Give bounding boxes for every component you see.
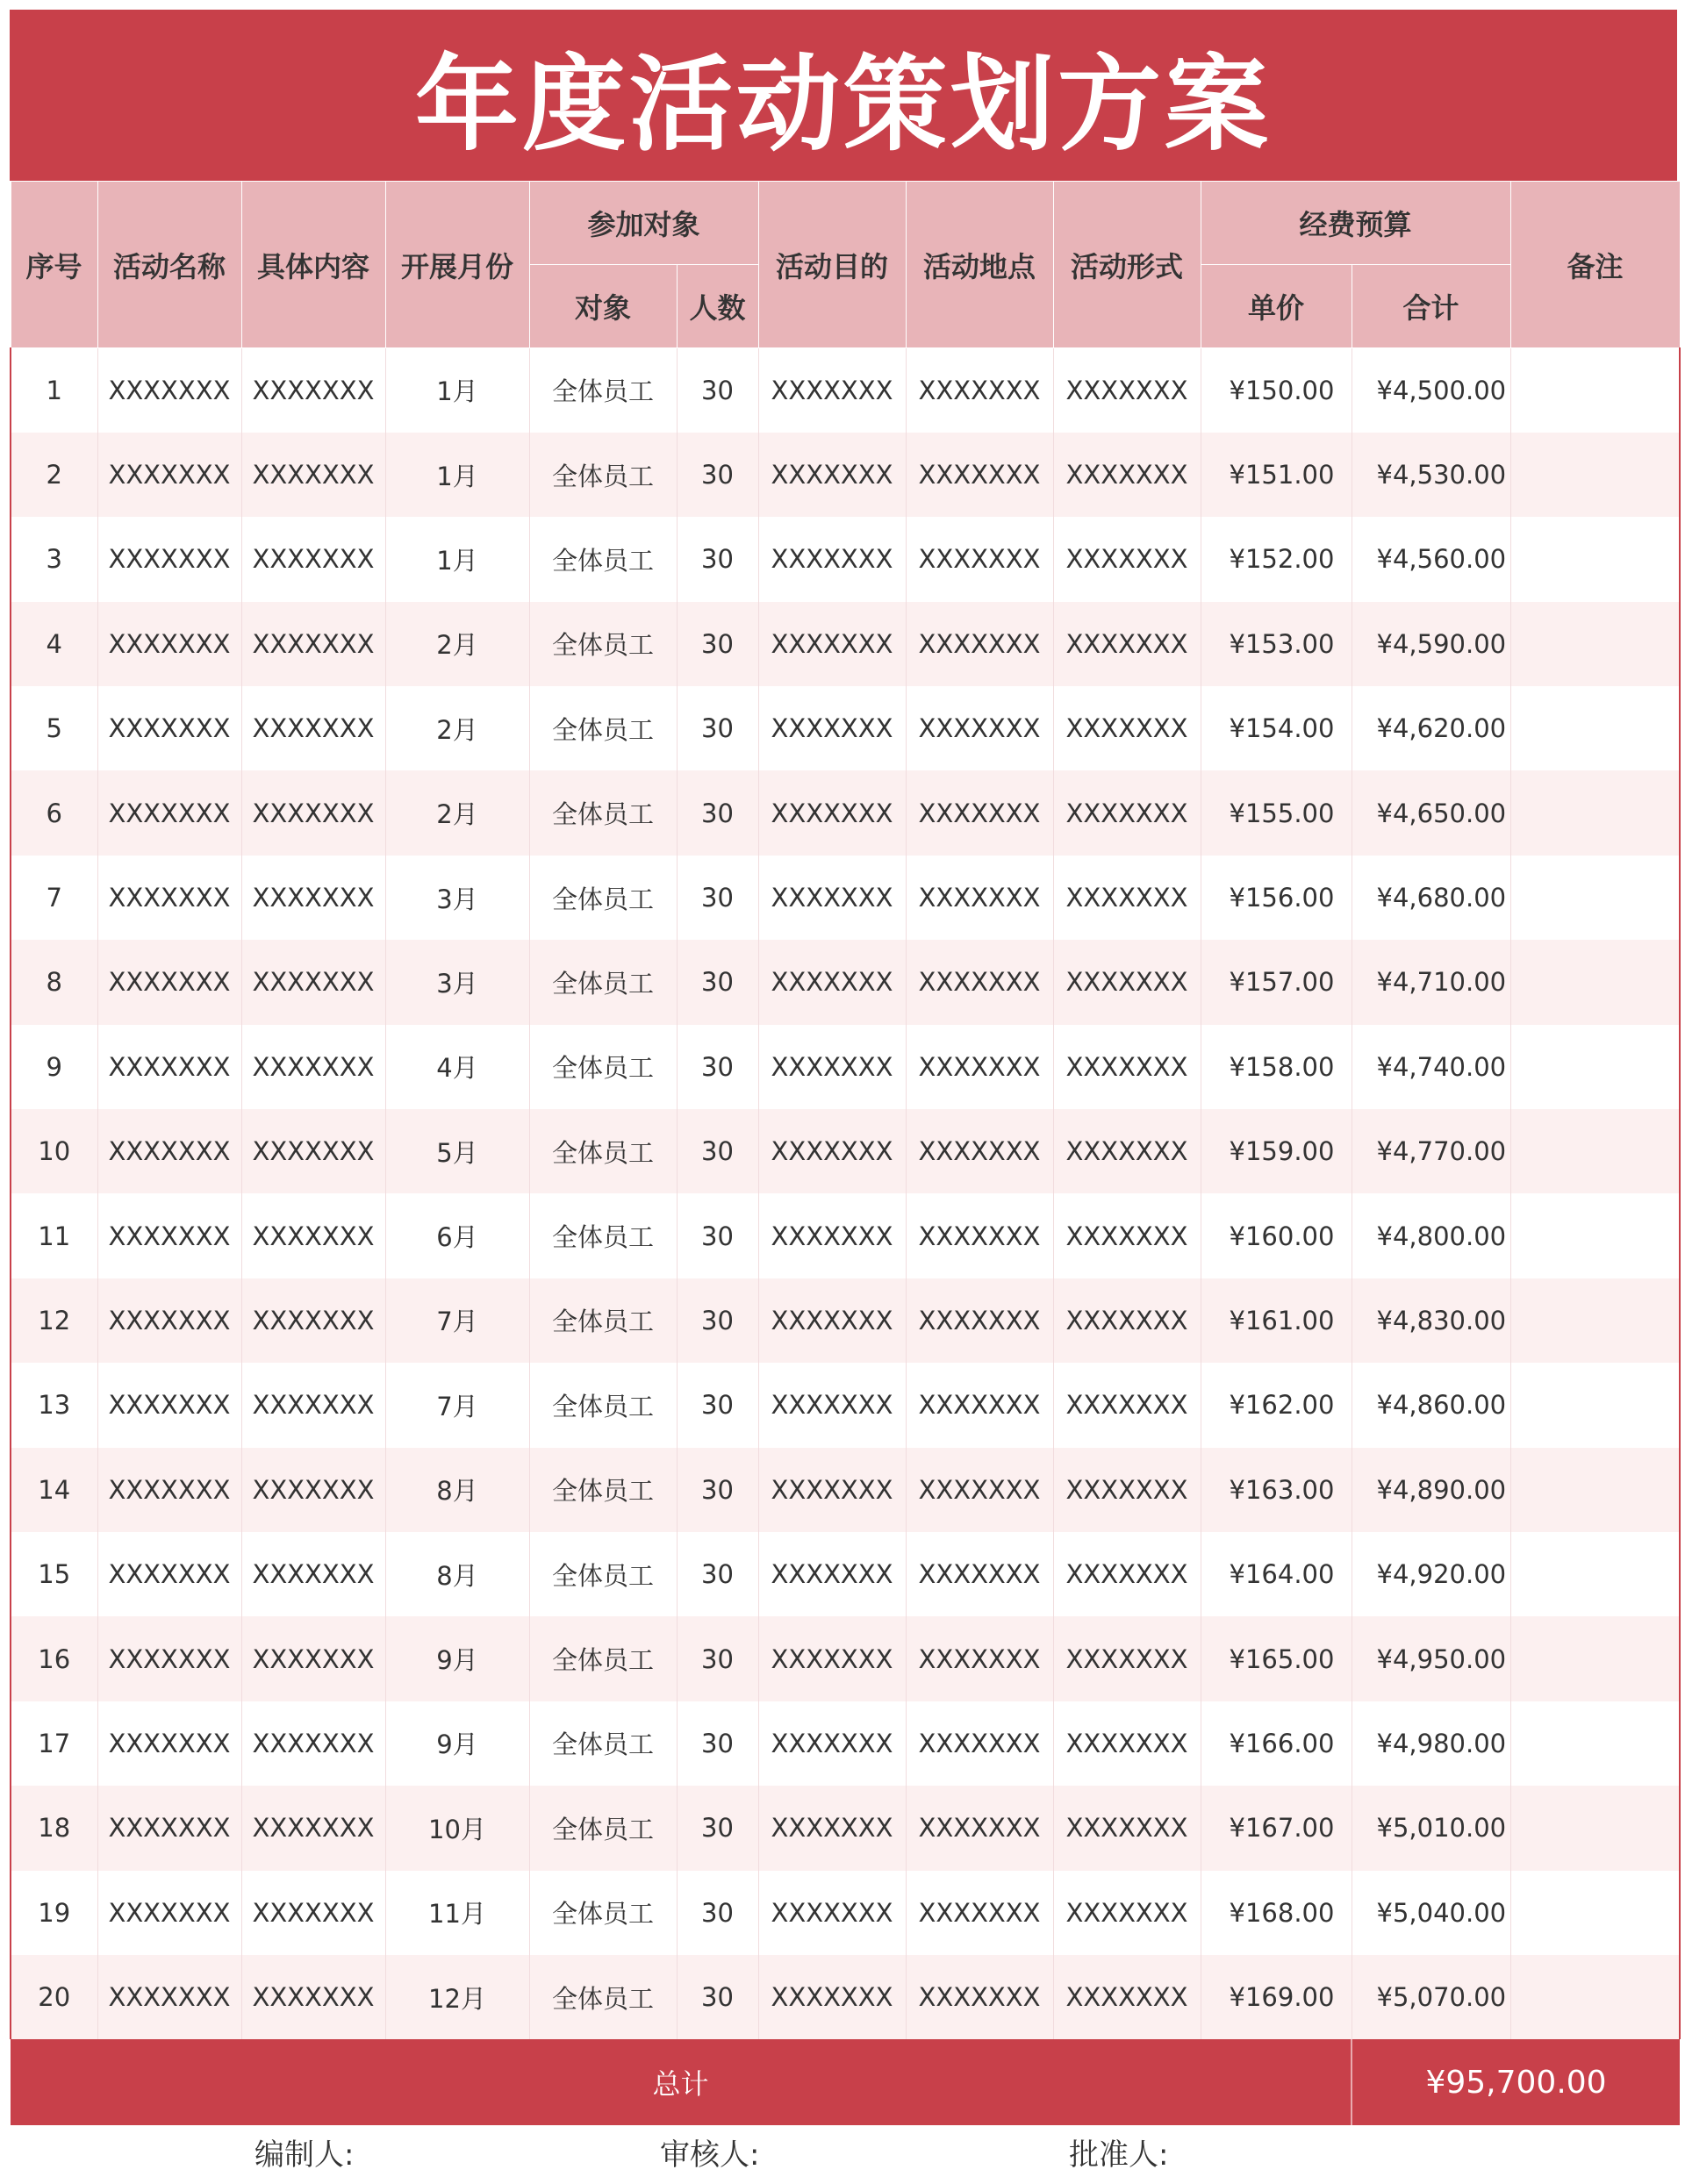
cell-subtotal: ¥4,860.00	[1352, 1363, 1510, 1447]
cell-month: 2月	[385, 602, 529, 686]
cell-purpose: XXXXXXX	[758, 1363, 906, 1447]
cell-name: XXXXXXX	[97, 1532, 241, 1616]
cell-month: 9月	[385, 1616, 529, 1701]
cell-form: XXXXXXX	[1053, 770, 1201, 855]
cell-remark	[1510, 1701, 1680, 1786]
table-row	[11, 1448, 1680, 1532]
cell-unit-price: ¥159.00	[1201, 1109, 1352, 1193]
cell-name: XXXXXXX	[97, 517, 241, 601]
cell-seq: 19	[11, 1871, 97, 1955]
cell-subtotal: ¥4,530.00	[1352, 433, 1510, 517]
cell-name: XXXXXXX	[97, 1448, 241, 1532]
cell-count: 30	[677, 1955, 758, 2039]
cell-purpose: XXXXXXX	[758, 1025, 906, 1109]
table-row	[11, 686, 1680, 770]
cell-remark	[1510, 1025, 1680, 1109]
header-subtotal: 合计	[1352, 265, 1510, 348]
cell-location: XXXXXXX	[906, 1532, 1053, 1616]
cell-month: 8月	[385, 1532, 529, 1616]
cell-unit-price: ¥160.00	[1201, 1193, 1352, 1278]
cell-unit-price: ¥161.00	[1201, 1278, 1352, 1363]
cell-unit-price: ¥168.00	[1201, 1871, 1352, 1955]
cell-content: XXXXXXX	[241, 1025, 385, 1109]
cell-subtotal: ¥5,040.00	[1352, 1871, 1510, 1955]
cell-location: XXXXXXX	[906, 1955, 1053, 2039]
cell-unit-price: ¥169.00	[1201, 1955, 1352, 2039]
cell-form: XXXXXXX	[1053, 433, 1201, 517]
header-name: 活动名称	[97, 182, 241, 348]
table-row	[11, 1363, 1680, 1447]
cell-content: XXXXXXX	[241, 1278, 385, 1363]
cell-subtotal: ¥4,830.00	[1352, 1278, 1510, 1363]
cell-content: XXXXXXX	[241, 770, 385, 855]
cell-month: 1月	[385, 517, 529, 601]
cell-remark	[1510, 348, 1680, 433]
cell-form: XXXXXXX	[1053, 1278, 1201, 1363]
cell-seq: 3	[11, 517, 97, 601]
cell-month: 1月	[385, 348, 529, 433]
cell-seq: 16	[11, 1616, 97, 1701]
cell-content: XXXXXXX	[241, 517, 385, 601]
cell-count: 30	[677, 686, 758, 770]
cell-name: XXXXXXX	[97, 1193, 241, 1278]
cell-count: 30	[677, 1363, 758, 1447]
cell-target: 全体员工	[529, 1109, 677, 1193]
cell-name: XXXXXXX	[97, 1109, 241, 1193]
signature-row	[0, 2130, 1685, 2183]
cell-subtotal: ¥4,920.00	[1352, 1532, 1510, 1616]
cell-seq: 8	[11, 940, 97, 1024]
cell-unit-price: ¥154.00	[1201, 686, 1352, 770]
table-row	[11, 602, 1680, 686]
cell-seq: 12	[11, 1278, 97, 1363]
cell-location: XXXXXXX	[906, 940, 1053, 1024]
cell-seq: 1	[11, 348, 97, 433]
table-header	[11, 182, 1680, 348]
cell-unit-price: ¥150.00	[1201, 348, 1352, 433]
cell-name: XXXXXXX	[97, 940, 241, 1024]
cell-count: 30	[677, 1278, 758, 1363]
cell-location: XXXXXXX	[906, 348, 1053, 433]
cell-count: 30	[677, 1109, 758, 1193]
cell-remark	[1510, 1448, 1680, 1532]
cell-subtotal: ¥4,770.00	[1352, 1109, 1510, 1193]
cell-count: 30	[677, 1532, 758, 1616]
cell-subtotal: ¥4,620.00	[1352, 686, 1510, 770]
cell-month: 7月	[385, 1278, 529, 1363]
cell-month: 10月	[385, 1786, 529, 1870]
cell-remark	[1510, 1363, 1680, 1447]
cell-purpose: XXXXXXX	[758, 1193, 906, 1278]
cell-purpose: XXXXXXX	[758, 1955, 906, 2039]
cell-month: 1月	[385, 433, 529, 517]
cell-seq: 9	[11, 1025, 97, 1109]
cell-location: XXXXXXX	[906, 1109, 1053, 1193]
cell-location: XXXXXXX	[906, 1025, 1053, 1109]
cell-purpose: XXXXXXX	[758, 348, 906, 433]
cell-purpose: XXXXXXX	[758, 686, 906, 770]
cell-purpose: XXXXXXX	[758, 1109, 906, 1193]
cell-location: XXXXXXX	[906, 686, 1053, 770]
cell-remark	[1510, 1193, 1680, 1278]
header-seq: 序号	[11, 182, 97, 348]
cell-location: XXXXXXX	[906, 1193, 1053, 1278]
cell-subtotal: ¥4,740.00	[1352, 1025, 1510, 1109]
table-row	[11, 1955, 1680, 2039]
cell-subtotal: ¥4,710.00	[1352, 940, 1510, 1024]
cell-location: XXXXXXX	[906, 433, 1053, 517]
cell-unit-price: ¥157.00	[1201, 940, 1352, 1024]
cell-target: 全体员工	[529, 686, 677, 770]
cell-month: 6月	[385, 1193, 529, 1278]
cell-unit-price: ¥167.00	[1201, 1786, 1352, 1870]
cell-form: XXXXXXX	[1053, 348, 1201, 433]
cell-purpose: XXXXXXX	[758, 602, 906, 686]
cell-purpose: XXXXXXX	[758, 1701, 906, 1786]
cell-target: 全体员工	[529, 770, 677, 855]
cell-seq: 17	[11, 1701, 97, 1786]
cell-seq: 10	[11, 1109, 97, 1193]
cell-form: XXXXXXX	[1053, 1363, 1201, 1447]
cell-name: XXXXXXX	[97, 856, 241, 940]
cell-subtotal: ¥5,070.00	[1352, 1955, 1510, 2039]
cell-unit-price: ¥162.00	[1201, 1363, 1352, 1447]
cell-target: 全体员工	[529, 1025, 677, 1109]
header-count: 人数	[677, 265, 758, 348]
cell-remark	[1510, 770, 1680, 855]
cell-seq: 14	[11, 1448, 97, 1532]
reviewer-signature: 审核人:	[660, 2137, 760, 2173]
cell-month: 2月	[385, 686, 529, 770]
table-row	[11, 856, 1680, 940]
cell-name: XXXXXXX	[97, 1871, 241, 1955]
cell-count: 30	[677, 1786, 758, 1870]
cell-seq: 20	[11, 1955, 97, 2039]
cell-content: XXXXXXX	[241, 686, 385, 770]
cell-form: XXXXXXX	[1053, 1701, 1201, 1786]
cell-location: XXXXXXX	[906, 1786, 1053, 1870]
cell-target: 全体员工	[529, 1448, 677, 1532]
cell-seq: 4	[11, 602, 97, 686]
cell-form: XXXXXXX	[1053, 1532, 1201, 1616]
cell-purpose: XXXXXXX	[758, 1278, 906, 1363]
cell-count: 30	[677, 1448, 758, 1532]
total-row	[11, 2039, 1680, 2125]
cell-purpose: XXXXXXX	[758, 940, 906, 1024]
cell-target: 全体员工	[529, 1701, 677, 1786]
cell-subtotal: ¥4,950.00	[1352, 1616, 1510, 1701]
cell-remark	[1510, 1616, 1680, 1701]
cell-content: XXXXXXX	[241, 602, 385, 686]
cell-content: XXXXXXX	[241, 1448, 385, 1532]
table-row	[11, 1278, 1680, 1363]
cell-target: 全体员工	[529, 1616, 677, 1701]
cell-unit-price: ¥164.00	[1201, 1532, 1352, 1616]
cell-count: 30	[677, 517, 758, 601]
cell-remark	[1510, 517, 1680, 601]
table-row	[11, 517, 1680, 601]
cell-form: XXXXXXX	[1053, 1109, 1201, 1193]
cell-subtotal: ¥4,680.00	[1352, 856, 1510, 940]
cell-form: XXXXXXX	[1053, 1193, 1201, 1278]
cell-target: 全体员工	[529, 940, 677, 1024]
cell-remark	[1510, 686, 1680, 770]
cell-remark	[1510, 1871, 1680, 1955]
cell-form: XXXXXXX	[1053, 1616, 1201, 1701]
cell-month: 4月	[385, 1025, 529, 1109]
cell-count: 30	[677, 1701, 758, 1786]
header-remark: 备注	[1510, 182, 1680, 348]
table-row	[11, 1532, 1680, 1616]
cell-unit-price: ¥163.00	[1201, 1448, 1352, 1532]
cell-seq: 6	[11, 770, 97, 855]
cell-location: XXXXXXX	[906, 856, 1053, 940]
cell-seq: 7	[11, 856, 97, 940]
cell-content: XXXXXXX	[241, 1955, 385, 2039]
cell-month: 9月	[385, 1701, 529, 1786]
cell-purpose: XXXXXXX	[758, 1786, 906, 1870]
cell-name: XXXXXXX	[97, 1025, 241, 1109]
cell-content: XXXXXXX	[241, 1616, 385, 1701]
table-row	[11, 940, 1680, 1024]
cell-location: XXXXXXX	[906, 1278, 1053, 1363]
cell-purpose: XXXXXXX	[758, 770, 906, 855]
table-row	[11, 348, 1680, 433]
cell-unit-price: ¥151.00	[1201, 433, 1352, 517]
cell-location: XXXXXXX	[906, 1448, 1053, 1532]
cell-subtotal: ¥4,560.00	[1352, 517, 1510, 601]
table-row	[11, 1109, 1680, 1193]
cell-form: XXXXXXX	[1053, 1871, 1201, 1955]
cell-form: XXXXXXX	[1053, 686, 1201, 770]
cell-form: XXXXXXX	[1053, 1955, 1201, 2039]
cell-target: 全体员工	[529, 1278, 677, 1363]
cell-name: XXXXXXX	[97, 1363, 241, 1447]
cell-subtotal: ¥4,500.00	[1352, 348, 1510, 433]
cell-seq: 5	[11, 686, 97, 770]
cell-location: XXXXXXX	[906, 1871, 1053, 1955]
cell-name: XXXXXXX	[97, 348, 241, 433]
cell-count: 30	[677, 1616, 758, 1701]
cell-purpose: XXXXXXX	[758, 856, 906, 940]
cell-subtotal: ¥4,590.00	[1352, 602, 1510, 686]
cell-content: XXXXXXX	[241, 1363, 385, 1447]
cell-subtotal: ¥4,800.00	[1352, 1193, 1510, 1278]
cell-form: XXXXXXX	[1053, 1448, 1201, 1532]
cell-count: 30	[677, 856, 758, 940]
cell-content: XXXXXXX	[241, 1701, 385, 1786]
cell-target: 全体员工	[529, 1871, 677, 1955]
cell-unit-price: ¥158.00	[1201, 1025, 1352, 1109]
cell-target: 全体员工	[529, 1532, 677, 1616]
cell-count: 30	[677, 433, 758, 517]
header-purpose: 活动目的	[758, 182, 906, 348]
cell-name: XXXXXXX	[97, 1786, 241, 1870]
page-title: 年度活动策划方案	[414, 43, 1272, 165]
header-form: 活动形式	[1053, 182, 1201, 348]
cell-remark	[1510, 1109, 1680, 1193]
table-row	[11, 1193, 1680, 1278]
cell-unit-price: ¥165.00	[1201, 1616, 1352, 1701]
cell-remark	[1510, 856, 1680, 940]
cell-unit-price: ¥152.00	[1201, 517, 1352, 601]
cell-target: 全体员工	[529, 602, 677, 686]
cell-seq: 2	[11, 433, 97, 517]
cell-remark	[1510, 1532, 1680, 1616]
cell-content: XXXXXXX	[241, 856, 385, 940]
cell-location: XXXXXXX	[906, 1616, 1053, 1701]
cell-name: XXXXXXX	[97, 770, 241, 855]
cell-month: 8月	[385, 1448, 529, 1532]
cell-seq: 15	[11, 1532, 97, 1616]
cell-content: XXXXXXX	[241, 1193, 385, 1278]
cell-purpose: XXXXXXX	[758, 517, 906, 601]
cell-location: XXXXXXX	[906, 602, 1053, 686]
cell-unit-price: ¥166.00	[1201, 1701, 1352, 1786]
cell-name: XXXXXXX	[97, 1701, 241, 1786]
cell-content: XXXXXXX	[241, 433, 385, 517]
cell-name: XXXXXXX	[97, 602, 241, 686]
cell-remark	[1510, 433, 1680, 517]
cell-unit-price: ¥153.00	[1201, 602, 1352, 686]
cell-content: XXXXXXX	[241, 1871, 385, 1955]
table-row	[11, 1701, 1680, 1786]
header-unit-price: 单价	[1201, 265, 1352, 348]
cell-subtotal: ¥4,980.00	[1352, 1701, 1510, 1786]
table-row	[11, 1616, 1680, 1701]
cell-remark	[1510, 940, 1680, 1024]
cell-form: XXXXXXX	[1053, 517, 1201, 601]
cell-purpose: XXXXXXX	[758, 1616, 906, 1701]
cell-subtotal: ¥5,010.00	[1352, 1786, 1510, 1870]
header-target: 对象	[529, 265, 677, 348]
cell-target: 全体员工	[529, 348, 677, 433]
cell-month: 3月	[385, 856, 529, 940]
cell-month: 2月	[385, 770, 529, 855]
compiler-signature: 编制人:	[255, 2137, 355, 2173]
cell-location: XXXXXXX	[906, 517, 1053, 601]
table-row	[11, 770, 1680, 855]
cell-location: XXXXXXX	[906, 770, 1053, 855]
cell-seq: 18	[11, 1786, 97, 1870]
cell-target: 全体员工	[529, 1193, 677, 1278]
cell-purpose: XXXXXXX	[758, 1871, 906, 1955]
cell-name: XXXXXXX	[97, 686, 241, 770]
table-row	[11, 1025, 1680, 1109]
cell-purpose: XXXXXXX	[758, 433, 906, 517]
cell-seq: 13	[11, 1363, 97, 1447]
cell-target: 全体员工	[529, 856, 677, 940]
cell-name: XXXXXXX	[97, 1616, 241, 1701]
grand-total: ¥95,700.00	[1352, 2039, 1680, 2125]
cell-location: XXXXXXX	[906, 1701, 1053, 1786]
table-row	[11, 433, 1680, 517]
cell-name: XXXXXXX	[97, 433, 241, 517]
header-budget: 经费预算	[1201, 182, 1510, 265]
cell-form: XXXXXXX	[1053, 602, 1201, 686]
cell-count: 30	[677, 602, 758, 686]
cell-name: XXXXXXX	[97, 1955, 241, 2039]
cell-form: XXXXXXX	[1053, 1025, 1201, 1109]
header-participants: 参加对象	[529, 182, 758, 265]
cell-month: 5月	[385, 1109, 529, 1193]
total-label: 总计	[11, 2039, 1352, 2125]
cell-count: 30	[677, 348, 758, 433]
cell-form: XXXXXXX	[1053, 940, 1201, 1024]
cell-remark	[1510, 1955, 1680, 2039]
cell-form: XXXXXXX	[1053, 1786, 1201, 1870]
cell-month: 12月	[385, 1955, 529, 2039]
cell-target: 全体员工	[529, 433, 677, 517]
cell-subtotal: ¥4,890.00	[1352, 1448, 1510, 1532]
activity-plan-table	[10, 181, 1681, 2125]
cell-target: 全体员工	[529, 1786, 677, 1870]
cell-purpose: XXXXXXX	[758, 1448, 906, 1532]
table-footer	[11, 2039, 1680, 2125]
table-row	[11, 1871, 1680, 1955]
cell-count: 30	[677, 770, 758, 855]
cell-purpose: XXXXXXX	[758, 1532, 906, 1616]
cell-content: XXXXXXX	[241, 1532, 385, 1616]
cell-content: XXXXXXX	[241, 940, 385, 1024]
cell-content: XXXXXXX	[241, 348, 385, 433]
cell-count: 30	[677, 1871, 758, 1955]
approver-signature: 批准人:	[1069, 2137, 1169, 2173]
cell-remark	[1510, 1278, 1680, 1363]
cell-location: XXXXXXX	[906, 1363, 1053, 1447]
header-location: 活动地点	[906, 182, 1053, 348]
title-banner	[10, 10, 1677, 181]
cell-content: XXXXXXX	[241, 1786, 385, 1870]
cell-count: 30	[677, 1025, 758, 1109]
cell-month: 3月	[385, 940, 529, 1024]
cell-count: 30	[677, 1193, 758, 1278]
cell-target: 全体员工	[529, 517, 677, 601]
table-body	[11, 348, 1680, 2040]
cell-unit-price: ¥156.00	[1201, 856, 1352, 940]
header-month: 开展月份	[385, 182, 529, 348]
cell-name: XXXXXXX	[97, 1278, 241, 1363]
cell-target: 全体员工	[529, 1955, 677, 2039]
header-content: 具体内容	[241, 182, 385, 348]
cell-unit-price: ¥155.00	[1201, 770, 1352, 855]
table-row	[11, 1786, 1680, 1870]
cell-count: 30	[677, 940, 758, 1024]
cell-target: 全体员工	[529, 1363, 677, 1447]
cell-subtotal: ¥4,650.00	[1352, 770, 1510, 855]
cell-remark	[1510, 602, 1680, 686]
cell-seq: 11	[11, 1193, 97, 1278]
cell-form: XXXXXXX	[1053, 856, 1201, 940]
cell-content: XXXXXXX	[241, 1109, 385, 1193]
cell-month: 7月	[385, 1363, 529, 1447]
cell-remark	[1510, 1786, 1680, 1870]
cell-month: 11月	[385, 1871, 529, 1955]
